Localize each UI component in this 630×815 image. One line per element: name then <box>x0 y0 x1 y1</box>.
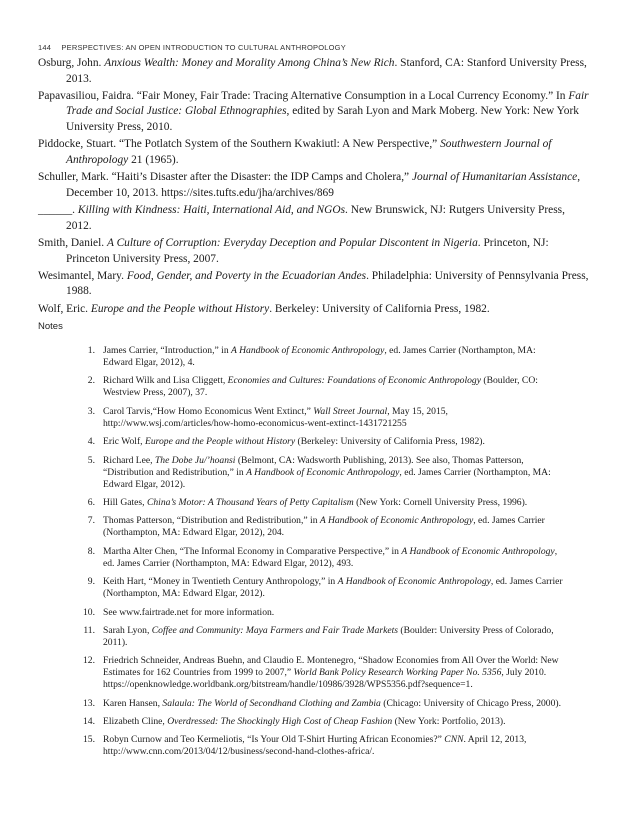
entry-text: . New Brunswick, NJ: Rutgers University Press, 2012. <box>66 204 565 232</box>
note-text: Carol Tarvis,“How Homo Economicus Went Extinct,” <box>103 405 314 417</box>
entry-text: . Stanford, CA: Stanford University Press, 2013. <box>66 57 587 85</box>
notes-heading: Notes <box>38 321 63 332</box>
notes-list <box>82 345 564 765</box>
note-text: See www.fairtrade.net for more information. <box>103 606 275 618</box>
page-number: 144 <box>38 43 52 52</box>
note-text: Karen Hansen, <box>103 697 163 709</box>
entry-title: Southwestern Journal of Anthropology <box>66 138 552 166</box>
note-text: (Boulder: University Press of Colorado, 2011). <box>103 624 554 648</box>
entry-title: A Culture of Corruption: Everyday Deception and Popular Discontent in Nigeria <box>106 236 478 249</box>
entry-text: . Philadelphia: University of Pennsylvania Press, 1988. <box>66 269 589 298</box>
note-item <box>82 546 564 570</box>
note-text: , ed. James Carrier (Northampton, MA: Edward Elgar, 2012), 204. <box>103 515 545 539</box>
bibliography-entry <box>38 137 590 168</box>
note-text: , ed. James Carrier (Northampton, MA: Edward Elgar, 2012). <box>103 576 563 600</box>
note-text: (Chicago: University of Chicago Press, 2000). <box>380 697 561 709</box>
note-item <box>82 698 564 710</box>
note-text: , July 2010. https://openknowledge.worldbank.org/bitstream/handle/10986/3928/WPS5356.pdf?sequence=1. <box>103 667 547 691</box>
note-text: Robyn Curnow and Teo Kermeliotis, “Is Your Old T-Shirt Hurting African Economies?” <box>103 734 445 746</box>
note-text: , ed. James Carrier (Northampton, MA: Edward Elgar, 2012). <box>103 466 551 490</box>
note-number: 2. <box>87 375 95 387</box>
note-text: Elizabeth Cline, <box>103 716 168 728</box>
note-title: Economies and Cultures: Foundations of Economic Anthropology <box>227 375 481 387</box>
note-item <box>82 406 564 430</box>
entry-title: Anxious Wealth: Money and Morality Among China’s New Rich <box>104 57 395 69</box>
note-item <box>82 515 564 539</box>
note-item <box>82 625 564 649</box>
entry-text: , December 10, 2013. https://sites.tufts.edu/jha/archives/869 <box>66 171 581 199</box>
note-title: A Handbook of Economic Anthropology <box>231 345 385 356</box>
note-title: CNN <box>444 734 464 746</box>
entry-text: , edited by Sarah Lyon and Mark Moberg. New York: New York University Press, 2010. <box>66 105 579 134</box>
note-item <box>82 455 564 491</box>
note-item <box>82 734 564 758</box>
book-title: PERSPECTIVES: AN OPEN INTRODUCTION TO CULTURAL ANTHROPOLOGY <box>61 43 346 52</box>
bibliography-entry <box>38 56 590 87</box>
note-text: Richard Wilk and Lisa Cliggett, <box>103 375 228 387</box>
entry-text: Wesimantel, Mary. <box>38 269 127 282</box>
note-item <box>82 655 564 691</box>
note-item <box>82 716 564 728</box>
note-text: . April 12, 2013, http://www.cnn.com/2013/04/12/business/second-hand-clothes-africa/. <box>103 734 527 758</box>
bibliography-entry <box>38 89 590 136</box>
note-title: A Handbook of Economic Anthropology <box>246 466 400 478</box>
entry-title: Killing with Kindness: Haiti, International Aid, and NGOs <box>77 204 346 217</box>
note-text: (New York: Portfolio, 2013). <box>392 716 506 728</box>
note-text: Sarah Lyon, <box>103 624 152 636</box>
entry-text: . Berkeley: University of California Press, 1982. <box>269 302 490 315</box>
note-title: A Handbook of Economic Anthropology <box>319 515 474 527</box>
running-head <box>38 43 346 52</box>
note-number: 12. <box>83 655 95 667</box>
note-title: Wall Street Journal <box>313 405 388 417</box>
entry-text: Papavasiliou, Faidra. “Fair Money, Fair Trade: Tracing Alternative Consumption in a Local Currency Economy.” In <box>38 89 569 102</box>
note-number: 13. <box>83 697 95 709</box>
note-text: Richard Lee, <box>103 454 155 466</box>
bibliography-entry <box>38 236 590 267</box>
note-number: 6. <box>87 496 95 508</box>
note-title: Europe and the People without History <box>144 436 296 448</box>
note-text: (Berkeley: University of California Press, 1982). <box>295 436 485 448</box>
entry-text: . Princeton, NJ: Princeton University Press, 2007. <box>66 236 549 265</box>
note-number: 11. <box>83 624 95 636</box>
bibliography-entry <box>38 203 590 234</box>
note-text: Martha Alter Chen, “The Informal Economy in Comparative Perspective,” in <box>103 545 402 557</box>
note-number: 3. <box>87 405 95 417</box>
entry-title: Journal of Humanitarian Assistance <box>411 171 578 184</box>
note-text: Friedrich Schneider, Andreas Buehn, and Claudio E. Montenegro, “Shadow Economies from All Over the World: New Estimates for 162 Countries from 1999 to 2007,” <box>103 655 559 679</box>
note-item <box>82 497 564 509</box>
note-number: 4. <box>87 436 95 448</box>
note-text: Thomas Patterson, “Distribution and Redistribution,” in <box>103 515 320 527</box>
note-text: (Boulder, CO: Westview Press, 2007), 37. <box>103 375 538 399</box>
note-text: Eric Wolf, <box>103 436 145 448</box>
note-title: Salaula: The World of Secondhand Clothing and Zambia <box>162 697 381 709</box>
note-number: 5. <box>87 454 95 466</box>
entry-title: Europe and the People without History <box>90 302 270 315</box>
note-title: A Handbook of Economic Anthropology <box>337 576 491 588</box>
note-title: A Handbook of Economic Anthropology <box>401 545 555 557</box>
entry-title: Food, Gender, and Poverty in the Ecuadorian Andes <box>126 269 367 282</box>
entry-text: Smith, Daniel. <box>38 236 107 249</box>
note-number: 15. <box>83 734 95 746</box>
note-title: The Dobe Ju/’hoansi <box>154 454 236 466</box>
entry-text: Osburg, John. <box>38 57 105 69</box>
note-text: (Belmont, CA: Wadsworth Publishing, 2013). See also, Thomas Patterson, “Distribution and Redistribution,” in <box>103 454 524 478</box>
note-number: 1. <box>87 345 95 356</box>
entry-text: ______. <box>38 204 78 217</box>
note-number: 14. <box>83 716 95 728</box>
bibliography-list <box>38 56 590 319</box>
note-number: 9. <box>87 576 95 588</box>
note-item <box>82 345 564 369</box>
note-text: , ed. James Carrier (Northampton, MA: Edward Elgar, 2012), 493. <box>103 545 558 569</box>
note-item <box>82 607 564 619</box>
note-number: 7. <box>87 515 95 527</box>
note-text: (New York: Cornell University Press, 1996). <box>353 496 528 508</box>
note-text: , May 15, 2015, http://www.wsj.com/articles/how-homo-economicus-went-extinct-1431721255 <box>103 405 448 429</box>
note-title: Coffee and Community: Maya Farmers and Fair Trade Markets <box>151 624 398 636</box>
bibliography-entry <box>38 170 590 201</box>
note-item <box>82 576 564 600</box>
note-item <box>82 375 564 399</box>
note-text: , ed. James Carrier (Northampton, MA: Edward Elgar, 2012), 4. <box>103 345 536 368</box>
note-text: Hill Gates, <box>103 496 147 508</box>
entry-text: 21 (1965). <box>128 153 179 166</box>
note-text: Keith Hart, “Money in Twentieth Century Anthropology,” in <box>103 576 338 588</box>
entry-text: Schuller, Mark. “Haiti’s Disaster after the Disaster: the IDP Camps and Cholera,” <box>38 171 412 184</box>
note-title: World Bank Policy Research Working Paper No. 5356 <box>293 667 502 679</box>
note-number: 8. <box>87 545 95 557</box>
bibliography-entry <box>38 302 590 318</box>
note-number: 10. <box>83 606 95 618</box>
entry-text: Wolf, Eric. <box>38 302 91 315</box>
note-text: James Carrier, “Introduction,” in <box>103 345 232 356</box>
bibliography-entry <box>38 269 590 300</box>
note-title: China’s Motor: A Thousand Years of Petty Capitalism <box>146 496 354 508</box>
note-item <box>82 436 564 448</box>
entry-title: Fair Trade and Social Justice: Global Ethnographies <box>66 89 589 118</box>
entry-text: Piddocke, Stuart. “The Potlatch System of the Southern Kwakiutl: A New Perspective,” <box>38 138 441 151</box>
note-title: Overdressed: The Shockingly High Cost of Cheap Fashion <box>167 716 393 728</box>
